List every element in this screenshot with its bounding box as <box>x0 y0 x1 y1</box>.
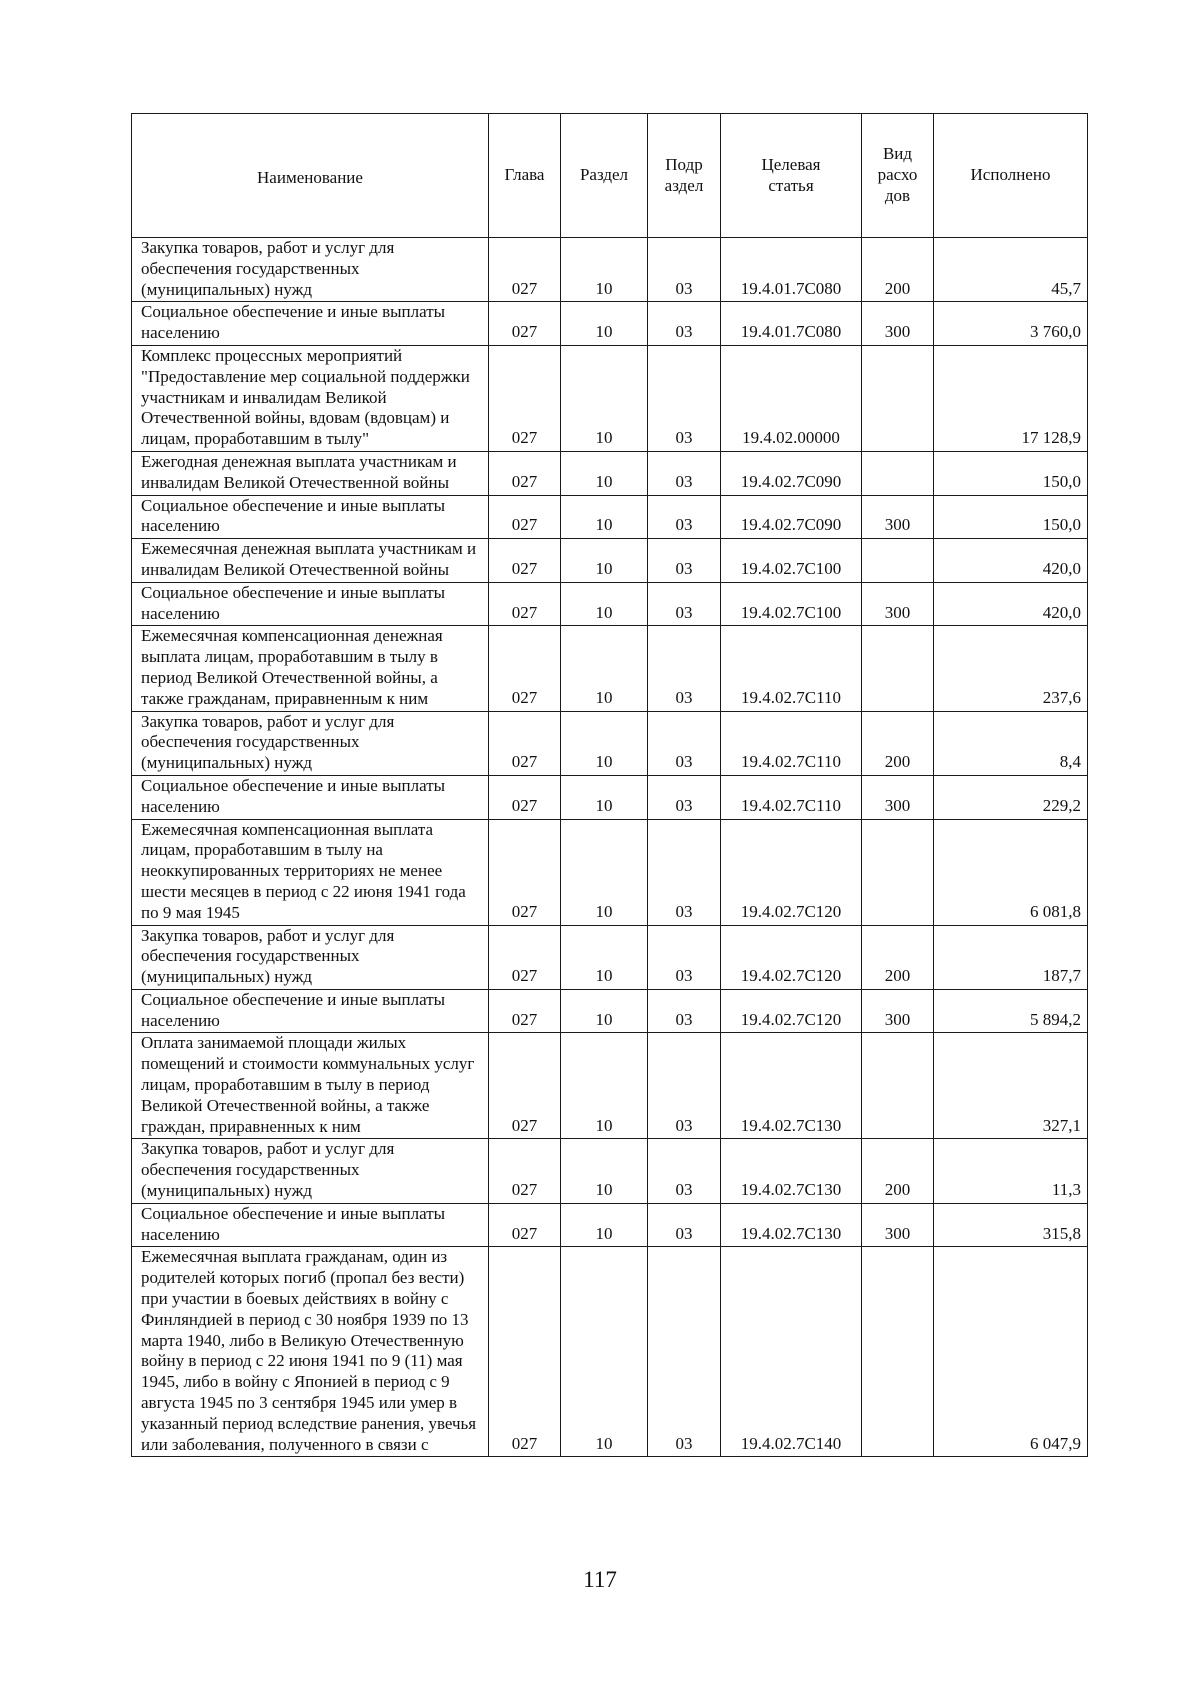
row-executed-amount: 150,0 <box>934 495 1088 539</box>
row-subsection: 03 <box>648 1203 721 1247</box>
row-executed-amount: 3 760,0 <box>934 302 1088 346</box>
row-section: 10 <box>561 775 648 819</box>
row-section: 10 <box>561 495 648 539</box>
row-executed-amount: 6 081,8 <box>934 819 1088 925</box>
row-subsection: 03 <box>648 711 721 775</box>
row-section: 10 <box>561 345 648 451</box>
row-expense-type: 200 <box>862 711 934 775</box>
row-subsection: 03 <box>648 989 721 1033</box>
row-chapter: 027 <box>489 238 561 302</box>
row-section: 10 <box>561 1033 648 1139</box>
row-target-article: 19.4.02.7С140 <box>721 1247 862 1457</box>
row-name: Ежемесячная компенсационная выплата лицам, проработавшим в тылу на неоккупированных территориях не менее шести месяцев в период с 22 июня 1941 года по 9 мая 1945 <box>132 819 489 925</box>
row-executed-amount: 315,8 <box>934 1203 1088 1247</box>
row-subsection: 03 <box>648 1033 721 1139</box>
row-expense-type: 200 <box>862 925 934 989</box>
header-chapter: Глава <box>489 114 561 238</box>
row-chapter: 027 <box>489 1247 561 1457</box>
table-row <box>132 1247 1088 1457</box>
row-name: Оплата занимаемой площади жилых помещений и стоимости коммунальных услуг лицам, проработавшим в тылу в период Великой Отечественной войны, а также граждан, приравненных к ним <box>132 1033 489 1139</box>
row-chapter: 027 <box>489 819 561 925</box>
row-executed-amount: 17 128,9 <box>934 345 1088 451</box>
row-name: Ежегодная денежная выплата участникам и инвалидам Великой Отечественной войны <box>132 451 489 495</box>
row-target-article: 19.4.02.7С130 <box>721 1033 862 1139</box>
table-row <box>132 925 1088 989</box>
row-expense-type <box>862 819 934 925</box>
row-section: 10 <box>561 539 648 583</box>
row-chapter: 027 <box>489 626 561 711</box>
row-chapter: 027 <box>489 582 561 626</box>
row-executed-amount: 237,6 <box>934 626 1088 711</box>
row-subsection: 03 <box>648 451 721 495</box>
row-subsection: 03 <box>648 582 721 626</box>
row-subsection: 03 <box>648 1247 721 1457</box>
row-expense-type: 300 <box>862 989 934 1033</box>
row-section: 10 <box>561 1139 648 1203</box>
row-target-article: 19.4.02.7С110 <box>721 626 862 711</box>
row-name: Ежемесячная компенсационная денежная выплата лицам, проработавшим в тылу в период Великой Отечественной войны, а также гражданам, приравненным к ним <box>132 626 489 711</box>
row-name: Социальное обеспечение и иные выплаты населению <box>132 302 489 346</box>
row-target-article: 19.4.01.7С080 <box>721 302 862 346</box>
row-executed-amount: 45,7 <box>934 238 1088 302</box>
budget-table <box>131 113 1088 1457</box>
row-subsection: 03 <box>648 495 721 539</box>
row-expense-type <box>862 539 934 583</box>
table-row <box>132 302 1088 346</box>
row-target-article: 19.4.02.7С100 <box>721 582 862 626</box>
row-target-article: 19.4.02.7С120 <box>721 989 862 1033</box>
row-chapter: 027 <box>489 345 561 451</box>
row-subsection: 03 <box>648 925 721 989</box>
table-row <box>132 582 1088 626</box>
table-row <box>132 819 1088 925</box>
row-subsection: 03 <box>648 238 721 302</box>
row-executed-amount: 150,0 <box>934 451 1088 495</box>
row-executed-amount: 229,2 <box>934 775 1088 819</box>
row-subsection: 03 <box>648 1139 721 1203</box>
row-expense-type: 300 <box>862 1203 934 1247</box>
row-target-article: 19.4.02.7С090 <box>721 495 862 539</box>
row-name: Социальное обеспечение и иные выплаты населению <box>132 495 489 539</box>
row-name: Социальное обеспечение и иные выплаты населению <box>132 775 489 819</box>
row-expense-type: 300 <box>862 495 934 539</box>
row-section: 10 <box>561 1247 648 1457</box>
row-expense-type <box>862 1033 934 1139</box>
header-section: Раздел <box>561 114 648 238</box>
row-section: 10 <box>561 626 648 711</box>
row-target-article: 19.4.01.7С080 <box>721 238 862 302</box>
header-subsection: Подр аздел <box>648 114 721 238</box>
row-executed-amount: 420,0 <box>934 582 1088 626</box>
row-target-article: 19.4.02.7С120 <box>721 925 862 989</box>
row-section: 10 <box>561 302 648 346</box>
header-executed: Исполнено <box>934 114 1088 238</box>
table-row <box>132 989 1088 1033</box>
row-section: 10 <box>561 711 648 775</box>
header-row <box>132 114 1088 238</box>
row-name: Закупка товаров, работ и услуг для обеспечения государственных (муниципальных) нужд <box>132 1139 489 1203</box>
row-expense-type: 300 <box>862 302 934 346</box>
row-subsection: 03 <box>648 626 721 711</box>
table-row <box>132 1033 1088 1139</box>
row-executed-amount: 327,1 <box>934 1033 1088 1139</box>
row-subsection: 03 <box>648 775 721 819</box>
row-section: 10 <box>561 451 648 495</box>
row-name: Ежемесячная выплата гражданам, один из родителей которых погиб (пропал без вести) при участии в боевых действиях в войну с Финляндией в период с 30 ноября 1939 по 13 марта 1940, либо в Великую Отечественную войну в период с 22 июня 1941 по 9 (11) мая 1945, либо в войну с Японией в период с 9 августа 1945 по 3 сентября 1945 или умер в указанный период вследствие ранения, увечья или заболевания, полученного в связи с <box>132 1247 489 1457</box>
row-target-article: 19.4.02.7С090 <box>721 451 862 495</box>
row-target-article: 19.4.02.00000 <box>721 345 862 451</box>
row-executed-amount: 11,3 <box>934 1139 1088 1203</box>
row-section: 10 <box>561 989 648 1033</box>
row-name: Социальное обеспечение и иные выплаты населению <box>132 989 489 1033</box>
row-name: Закупка товаров, работ и услуг для обеспечения государственных (муниципальных) нужд <box>132 925 489 989</box>
row-subsection: 03 <box>648 345 721 451</box>
row-subsection: 03 <box>648 539 721 583</box>
header-expense-type: Вид расхо дов <box>862 114 934 238</box>
row-chapter: 027 <box>489 711 561 775</box>
row-chapter: 027 <box>489 925 561 989</box>
row-subsection: 03 <box>648 819 721 925</box>
row-chapter: 027 <box>489 539 561 583</box>
page-number: 117 <box>583 1567 617 1592</box>
row-name: Ежемесячная денежная выплата участникам и инвалидам Великой Отечественной войны <box>132 539 489 583</box>
table-row <box>132 1139 1088 1203</box>
row-section: 10 <box>561 582 648 626</box>
row-chapter: 027 <box>489 775 561 819</box>
table-row <box>132 711 1088 775</box>
row-name: Закупка товаров, работ и услуг для обеспечения государственных (муниципальных) нужд <box>132 238 489 302</box>
table-row <box>132 345 1088 451</box>
row-target-article: 19.4.02.7С130 <box>721 1139 862 1203</box>
row-target-article: 19.4.02.7С120 <box>721 819 862 925</box>
table-row <box>132 626 1088 711</box>
row-target-article: 19.4.02.7С100 <box>721 539 862 583</box>
row-section: 10 <box>561 1203 648 1247</box>
row-expense-type <box>862 626 934 711</box>
table-row <box>132 1203 1088 1247</box>
row-expense-type: 300 <box>862 582 934 626</box>
row-chapter: 027 <box>489 989 561 1033</box>
row-executed-amount: 5 894,2 <box>934 989 1088 1033</box>
row-section: 10 <box>561 238 648 302</box>
table-row <box>132 495 1088 539</box>
row-expense-type <box>862 451 934 495</box>
row-chapter: 027 <box>489 302 561 346</box>
row-target-article: 19.4.02.7С110 <box>721 775 862 819</box>
row-executed-amount: 8,4 <box>934 711 1088 775</box>
row-name: Комплекс процессных мероприятий "Предоставление мер социальной поддержки участникам и инвалидам Великой Отечественной войны, вдовам (вдовцам) и лицам, проработавшим в тылу" <box>132 345 489 451</box>
row-expense-type: 300 <box>862 775 934 819</box>
row-chapter: 027 <box>489 495 561 539</box>
table-row <box>132 451 1088 495</box>
row-name: Социальное обеспечение и иные выплаты населению <box>132 1203 489 1247</box>
row-chapter: 027 <box>489 1033 561 1139</box>
row-name: Закупка товаров, работ и услуг для обеспечения государственных (муниципальных) нужд <box>132 711 489 775</box>
table-row <box>132 238 1088 302</box>
row-expense-type: 200 <box>862 1139 934 1203</box>
header-target-article: Целевая статья <box>721 114 862 238</box>
row-name: Социальное обеспечение и иные выплаты населению <box>132 582 489 626</box>
table-row <box>132 775 1088 819</box>
row-chapter: 027 <box>489 451 561 495</box>
row-chapter: 027 <box>489 1139 561 1203</box>
row-chapter: 027 <box>489 1203 561 1247</box>
row-section: 10 <box>561 819 648 925</box>
header-name: Наименование <box>132 114 489 238</box>
row-expense-type: 200 <box>862 238 934 302</box>
row-executed-amount: 6 047,9 <box>934 1247 1088 1457</box>
row-subsection: 03 <box>648 302 721 346</box>
row-executed-amount: 420,0 <box>934 539 1088 583</box>
row-executed-amount: 187,7 <box>934 925 1088 989</box>
row-expense-type <box>862 1247 934 1457</box>
row-target-article: 19.4.02.7С130 <box>721 1203 862 1247</box>
row-section: 10 <box>561 925 648 989</box>
row-target-article: 19.4.02.7С110 <box>721 711 862 775</box>
table-row <box>132 539 1088 583</box>
row-expense-type <box>862 345 934 451</box>
